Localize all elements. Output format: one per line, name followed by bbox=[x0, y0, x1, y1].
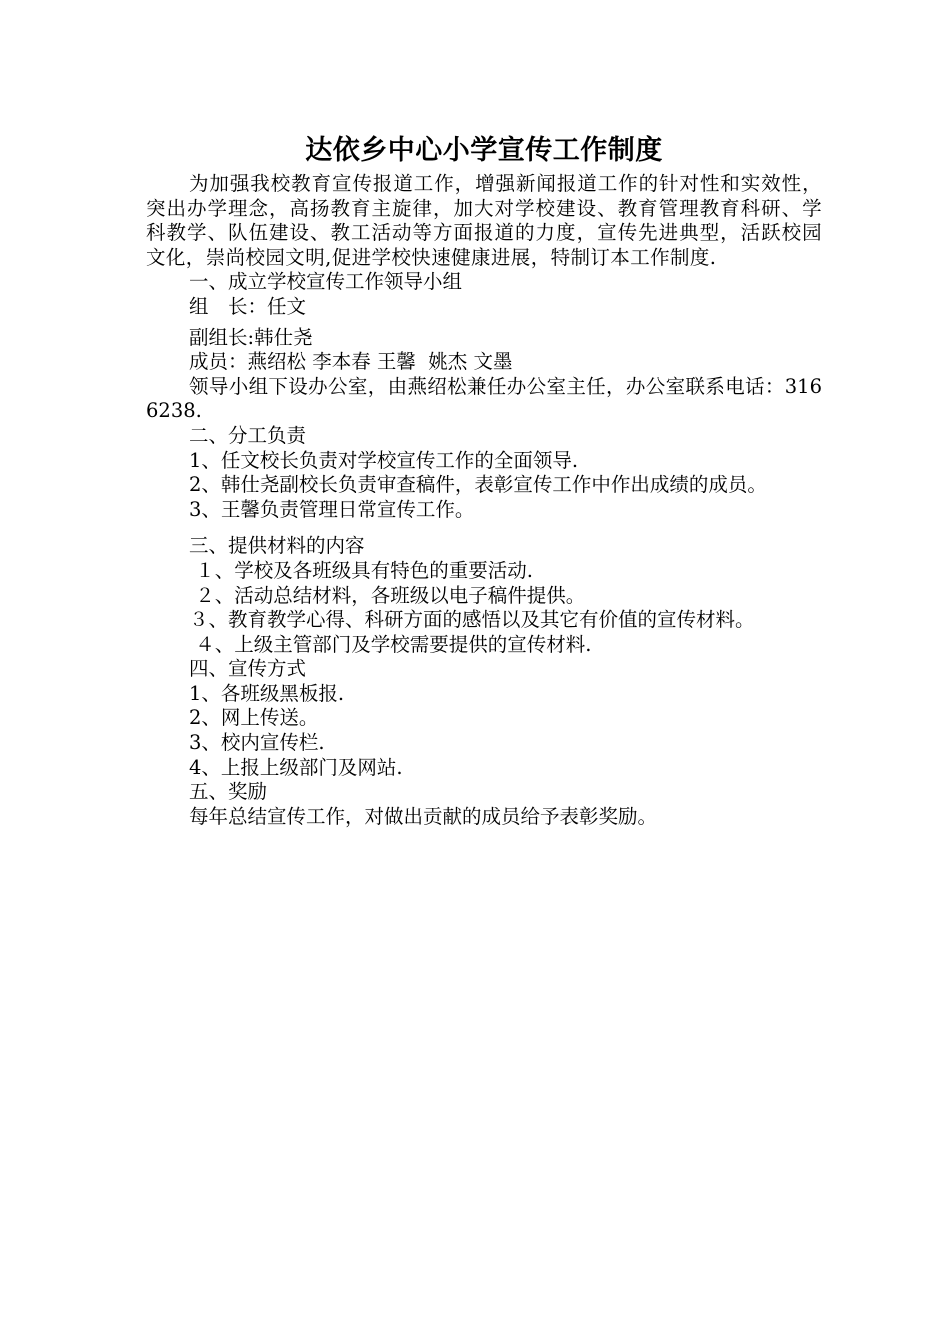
document-title: 达依乡中心小学宣传工作制度 bbox=[305, 135, 663, 166]
section-heading-division: 二、分工负责 bbox=[189, 423, 307, 447]
intro-paragraph: 为加强我校教育宣传报道工作，增强新闻报道工作的针对性和实效性，突出办学理念，高扬教育主旋律，加大对学校建设、教育管理教育科研、学科教学、队伍建设、教工活动等方面报道的力度，宣传先进典型，活跃校园文化，崇尚校园文明,促进学校快速健康进展，特制订本工作制度. bbox=[146, 172, 822, 269]
methods-item-4: 4、上报上级部门及网站. bbox=[189, 755, 403, 779]
section-heading-methods: 四、宣传方式 bbox=[189, 657, 307, 681]
group-leader-line: 组 长：任文 bbox=[189, 294, 307, 318]
members-line: 成员：燕绍松 李本春 王馨 姚杰 文墨 bbox=[189, 350, 513, 374]
methods-item-2: 2、网上传送。 bbox=[189, 706, 319, 730]
methods-item-3: 3、校内宣传栏. bbox=[189, 731, 325, 755]
document-page bbox=[146, 132, 822, 829]
materials-item-2: ２、活动总结材料，各班级以电子稿件提供。 bbox=[189, 583, 586, 607]
division-item-1: 1、任文校长负责对学校宣传工作的全面领导. bbox=[189, 448, 579, 472]
rewards-paragraph: 每年总结宣传工作，对做出贡献的成员给予表彰奖励。 bbox=[189, 804, 658, 828]
methods-item-1: 1、各班级黑板报. bbox=[189, 681, 345, 705]
deputy-leader-line: 副组长:韩仕尧 bbox=[189, 325, 313, 349]
section-heading-leadership: 一、成立学校宣传工作领导小组 bbox=[189, 270, 463, 294]
section-heading-materials: 三、提供材料的内容 bbox=[189, 534, 365, 558]
office-paragraph: 领导小组下设办公室，由燕绍松兼任办公室主任，办公室联系电话：3166238. bbox=[146, 374, 822, 423]
materials-item-4: ４、上级主管部门及学校需要提供的宣传材料. bbox=[189, 632, 592, 656]
materials-item-3: ３、教育教学心得、科研方面的感悟以及其它有价值的宣传材料。 bbox=[189, 608, 755, 632]
section-heading-rewards: 五、奖励 bbox=[189, 780, 268, 804]
division-item-3: 3、王馨负责管理日常宣传工作。 bbox=[189, 497, 475, 521]
materials-item-1: １、学校及各班级具有特色的重要活动. bbox=[189, 558, 533, 582]
division-item-2: 2、韩仕尧副校长负责审查稿件，表彰宣传工作中作出成绩的成员。 bbox=[189, 473, 767, 497]
